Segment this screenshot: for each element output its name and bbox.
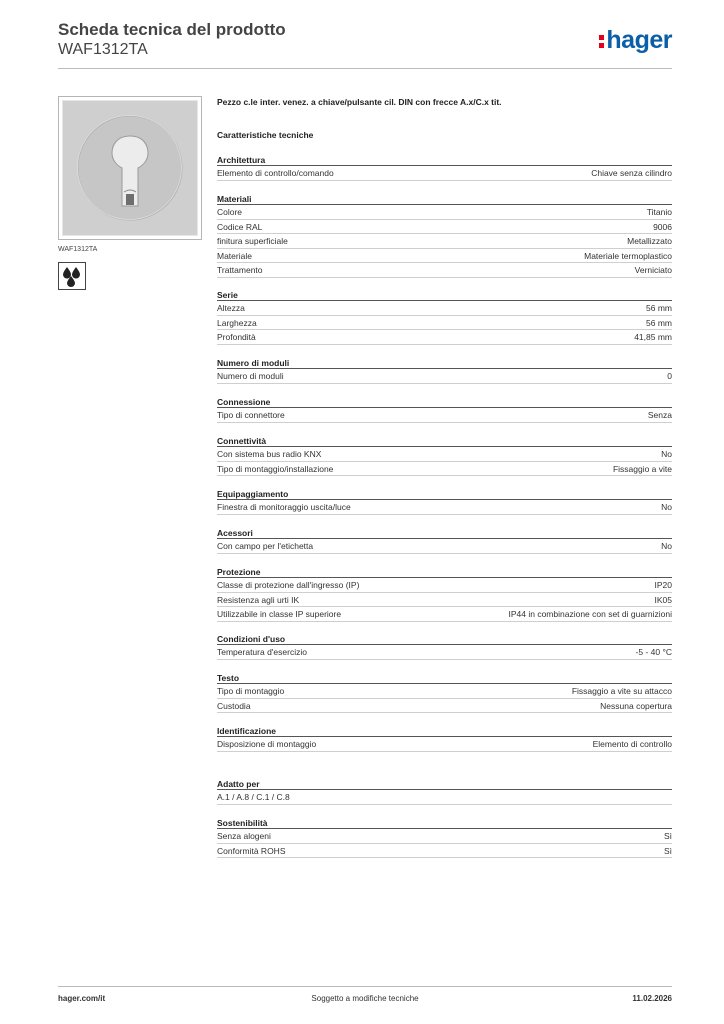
spec-row [217,205,672,220]
spec-section [217,155,672,181]
footer-date: 11.02.2026 [632,994,672,1003]
spec-section [217,194,672,278]
spec-value: Chiave senza cilindro [591,168,672,178]
spec-value: Metallizzato [627,236,672,246]
spec-label: Resistenza agli urti IK [217,594,300,605]
spec-section [217,779,672,805]
logo-text: hager [606,26,672,54]
page-footer [58,994,672,1008]
spec-label: Tipo di montaggio/installazione [217,463,334,474]
spec-label: A.1 / A.8 / C.1 / C.8 [217,792,290,802]
spec-value: Senza [647,410,672,420]
product-image-caption: WAF1312TA [58,246,98,253]
product-column [58,96,202,290]
spec-section-title: Sostenibilità [217,818,672,829]
spec-section [217,397,672,423]
tech-specs-heading: Caratteristiche tecniche [217,130,314,140]
footer-website: hager.com/it [58,994,106,1003]
spec-row [217,593,672,608]
product-code: WAF1312TA [58,41,148,58]
spec-value: IK05 [654,594,672,605]
spec-value: Verniciato [634,265,672,275]
spec-label: Colore [217,207,243,217]
spec-label: Larghezza [217,317,257,328]
spec-row [217,790,672,805]
spec-value: 9006 [653,221,672,232]
spec-section [217,528,672,554]
spec-section [217,489,672,515]
spec-row [217,249,672,264]
spec-row [217,234,672,249]
spec-row [217,699,672,714]
spec-label: Altezza [217,303,245,313]
spec-row [217,737,672,752]
spec-label: Disposizione di montaggio [217,739,317,749]
spec-row [217,369,672,384]
spec-label: Elemento di controllo/comando [217,168,334,178]
header-divider [58,68,672,69]
spec-row [217,447,672,462]
spec-label: Senza alogeni [217,831,271,841]
spec-label: Temperatura d'esercizio [217,647,307,657]
spec-value: 56 mm [646,317,672,328]
spec-section [217,358,672,384]
spec-row [217,844,672,859]
spec-label: finitura superficiale [217,236,288,246]
spec-value: Sì [663,831,672,841]
spec-value: 41,85 mm [634,332,672,342]
footer-note: Soggetto a modifiche tecniche [311,994,419,1003]
spec-label: Materiale [217,250,252,261]
spec-row [217,462,672,477]
spec-value: No [661,502,672,512]
spec-value: -5 - 40 °C [635,647,672,657]
spec-section-title: Adatto per [217,779,672,790]
spec-label: Tipo di montaggio [217,686,285,696]
spec-value: 56 mm [646,303,672,313]
spec-value: Fissaggio a vite [612,463,672,474]
spec-row [217,263,672,278]
spec-row [217,166,672,181]
spec-section-title: Equipaggiamento [217,489,672,500]
product-description: Pezzo c.le inter. venez. a chiave/pulsante cil. DIN con frecce A.x/C.x tit. [217,97,502,107]
spec-label: Conformità ROHS [217,845,286,856]
spec-section [217,634,672,660]
product-image [58,96,202,240]
spec-label: Finestra di monitoraggio uscita/luce [217,502,351,512]
spec-row [217,330,672,345]
spec-label: Utilizzabile in classe IP superiore [217,609,342,619]
spec-value: IP20 [654,580,672,590]
spec-label: Classe di protezione dall'ingresso (IP) [217,580,360,590]
spec-section-title: Architettura [217,155,672,166]
spec-section-title: Serie [217,290,672,301]
footer-divider [58,986,672,987]
spec-section-title: Numero di moduli [217,358,672,369]
spec-section-title: Acessori [217,528,672,539]
spec-value: Fissaggio a vite su attacco [571,686,672,696]
spec-section-title: Identificazione [217,726,672,737]
spec-row [217,684,672,699]
logo-dots-icon [599,33,605,49]
spec-label: Profondità [217,332,256,342]
spec-value: Materiale termoplastico [584,250,672,261]
spec-label: Con sistema bus radio KNX [217,449,322,459]
water-drops-protection-icon [58,262,86,290]
spec-label: Tipo di connettore [217,410,285,420]
spec-section [217,567,672,622]
spec-value: Nessuna copertura [600,700,672,711]
spec-section [217,290,672,345]
spec-value: No [661,449,672,459]
page-title: Scheda tecnica del prodotto [58,20,286,39]
spec-label: Numero di moduli [217,371,284,381]
spec-row [217,408,672,423]
spec-section-title: Testo [217,673,672,684]
product-image-inner [62,100,198,236]
spec-row [217,578,672,593]
spec-label: Trattamento [217,265,263,275]
spec-value: 0 [667,371,672,381]
spec-section [217,818,672,858]
spec-section-title: Connessione [217,397,672,408]
spec-section-title: Connettività [217,436,672,447]
spec-section-title: Materiali [217,194,672,205]
page-header [58,20,672,70]
spec-label: Custodia [217,700,251,711]
spec-row [217,607,672,622]
spec-section [217,436,672,476]
spec-section-title: Condizioni d'uso [217,634,672,645]
spec-row [217,829,672,844]
spec-label: Codice RAL [217,221,263,232]
hager-logo [599,26,672,55]
spec-row [217,645,672,660]
spec-section [217,673,672,713]
spec-row [217,539,672,554]
spec-row [217,316,672,331]
specs-column [217,96,672,856]
spec-row [217,500,672,515]
spec-value: Titanio [646,207,672,217]
spec-row [217,220,672,235]
key-switch-cover-icon [68,106,192,230]
spec-value: No [661,541,672,551]
spec-value: Sì [663,845,672,856]
spec-value: Elemento di controllo [592,739,672,749]
spec-section [217,726,672,752]
spec-row [217,301,672,316]
spec-value: IP44 in combinazione con set di guarnizioni [508,609,672,619]
spec-section-title: Protezione [217,567,672,578]
spec-label: Con campo per l'etichetta [217,541,314,551]
